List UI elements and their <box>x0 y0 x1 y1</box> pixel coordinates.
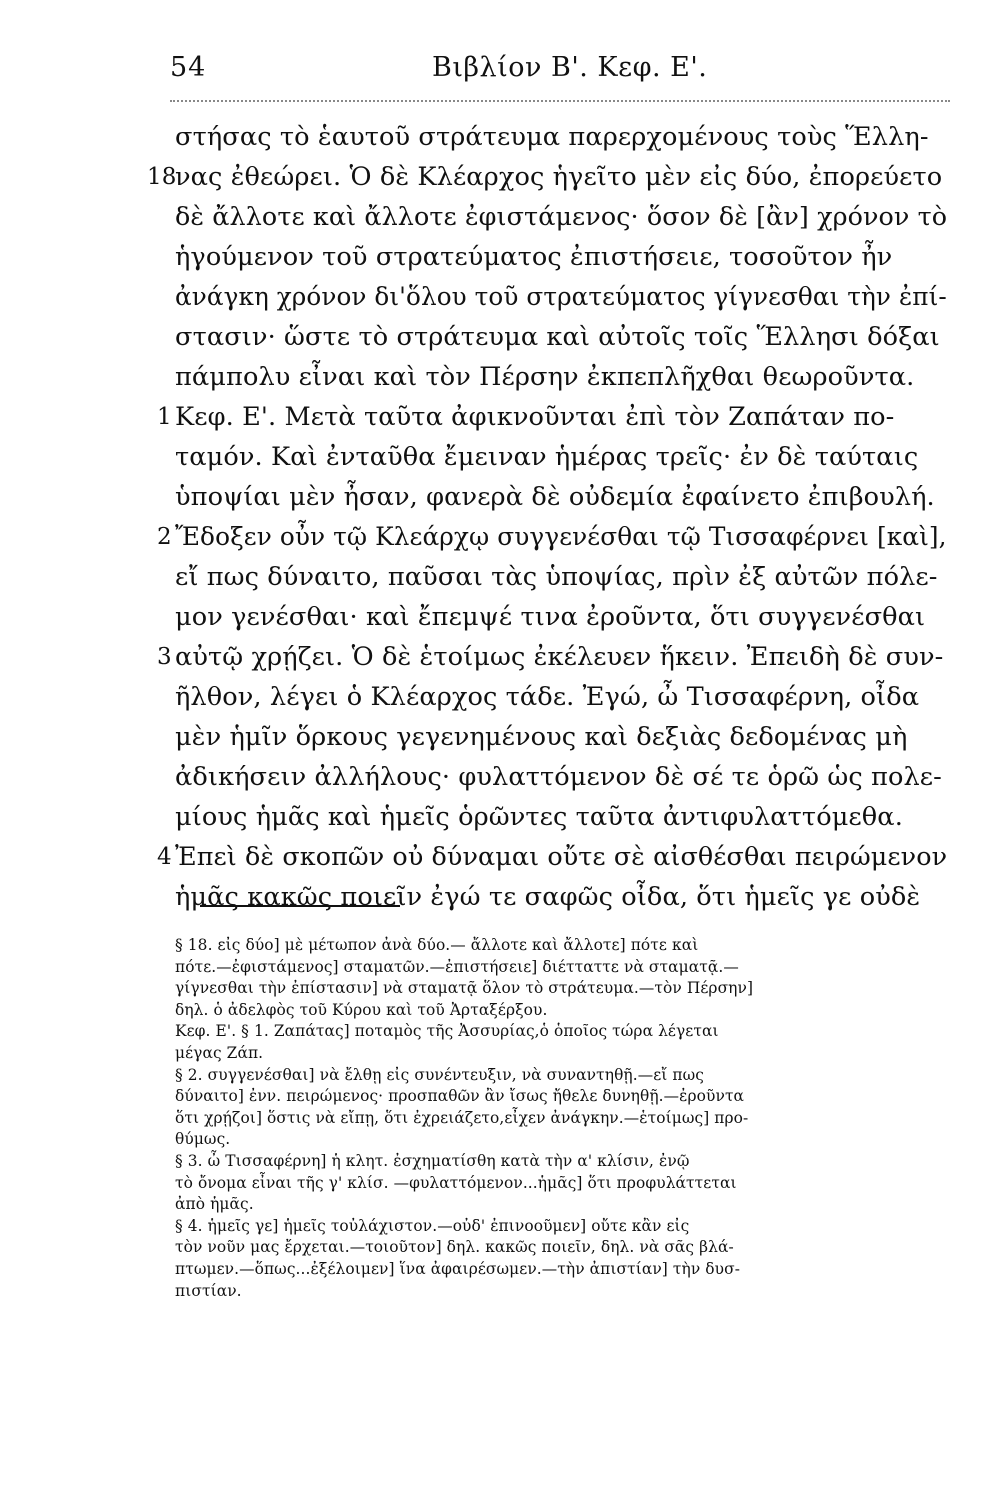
text-line: στασιν· ὥστε τὸ στράτευμα καὶ αὐτοῖς τοῖς Ἕλλησι δόξαι <box>175 322 940 352</box>
text-line: πάμπολυ εἶναι καὶ τὸν Πέρσην ἐκπεπλῆχθαι θεωροῦντα. <box>175 362 915 392</box>
running-title: Βιβλίον Β'. Κεφ. Ε'. <box>432 52 708 83</box>
text-line: μίους ἡμᾶς καὶ ἡμεῖς ὁρῶντες ταῦτα ἀντιφυλαττόμεθα. <box>175 802 903 832</box>
footnote-line: § 4. ἡμεῖς γε] ἡμεῖς τοὐλάχιστον.—οὐδ' ἐπινοοῦμεν] οὔτε κἂν εἰς <box>175 1216 690 1235</box>
section-number: 2 <box>157 524 172 550</box>
text-line: ἀδικήσειν ἀλλήλους· φυλαττόμενον δὲ σέ τε ὁρῶ ὡς πολε- <box>175 762 942 792</box>
text-line: ἡμᾶς κακῶς ποιεῖν ἐγώ τε σαφῶς οἶδα, ὅτι ἡμεῖς γε οὐδὲ <box>175 882 921 912</box>
footnote-line: ὅτι χρῄζοι] ὅστις νὰ εἴπῃ, ὅτι ἐχρειάζετο,εἶχεν ἀνάγκην.—ἑτοίμως] προ- <box>175 1108 749 1127</box>
main-text <box>147 117 948 917</box>
page-header <box>170 52 950 92</box>
footnote-line: θύμως. <box>175 1130 231 1149</box>
footnote-line: § 2. συγγενέσθαι] νὰ ἔλθῃ εἰς συνέντευξιν, νὰ συναντηθῇ.—εἴ πως <box>175 1065 705 1084</box>
section-number: 3 <box>157 644 172 670</box>
footnote-divider <box>200 905 400 907</box>
footnote-line: ἀπὸ ἡμᾶς. <box>175 1195 254 1214</box>
text-line: 4 Ἐπεὶ δὲ σκοπῶν οὐ δύναμαι οὔτε σὲ αἰσθέσθαι πειρώμενον <box>175 837 947 877</box>
section-number: 1 <box>157 404 172 430</box>
section-number: 4 <box>157 844 172 870</box>
text-line: ἡγούμενον τοῦ στρατεύματος ἐπιστήσειε, τοσοῦτον ἦν <box>175 242 893 272</box>
text-line: ῆλθον, λέγει ὁ Κλέαρχος τάδε. Ἐγώ, ὦ Τισσαφέρνη, οἶδα <box>175 682 920 712</box>
footnote-line: δύναιτο] ἐνν. πειρώμενος· προσπαθῶν ἂν ἴσως ἤθελε δυνηθῇ.—ἐροῦντα <box>175 1087 745 1106</box>
text-line: δὲ ἄλλοτε καὶ ἄλλοτε ἐφιστάμενος· ὅσον δὲ [ἂν] χρόνον τὸ <box>175 202 948 232</box>
text-line: 1 Κεφ. Ε'. Μετὰ ταῦτα ἀφικνοῦνται ἐπὶ τὸν Ζαπάταν πο- <box>175 397 947 437</box>
text-line: μον γενέσθαι· καὶ ἔπεμψέ τινα ἐροῦντα, ὅτι συγγενέσθαι <box>175 602 926 632</box>
text-line: 18 νας ἐθεώρει. Ὁ δὲ Κλέαρχος ἡγεῖτο μὲν εἰς δύο, ἐπορεύετο <box>175 157 947 197</box>
header-divider <box>170 100 950 102</box>
text-line: ἀνάγκη χρόνον δι'ὅλου τοῦ στρατεύματος γίγνεσθαι τὴν ἐπί- <box>175 282 947 312</box>
footnote-line: § 18. εἰς δύο] μὲ μέτωπον ἀνὰ δύο.— ἄλλοτε καὶ ἄλλοτε] πότε καὶ <box>175 936 699 954</box>
footnote-line: πότε.—ἐφιστάμενος] σταματῶν.—ἐπιστήσειε] διέτταττε νὰ σταματᾷ.— <box>175 957 739 976</box>
footnote-line: πτωμεν.—ὅπως...ἐξέλοιμεν] ἵνα ἀφαιρέσωμεν.—τὴν ἀπιστίαν] τὴν δυσ- <box>175 1259 741 1278</box>
section-number: 18 <box>147 164 177 190</box>
text-line: ὑποψίαι μὲν ἦσαν, φανερὰ δὲ οὐδεμία ἐφαίνετο ἐπιβουλή. <box>175 482 935 512</box>
text-line: ταμόν. Καὶ ἐνταῦθα ἔμειναν ἡμέρας τρεῖς· ἐν δὲ ταύταις <box>175 442 919 472</box>
page-number: 54 <box>170 52 207 83</box>
text-line: 3 αὐτῷ χρῄζει. Ὁ δὲ ἑτοίμως ἐκέλευεν ἥκειν. Ἐπειδὴ δὲ συν- <box>175 637 947 677</box>
footnote-line: τὸ ὄνομα εἶναι τῆς γ' κλίσ. —φυλαττόμενον...ἡμᾶς] ὅτι προφυλάττεται <box>175 1173 737 1192</box>
footnotes <box>175 935 951 1302</box>
footnote-line: πιστίαν. <box>175 1281 242 1300</box>
text-line: 2 Ἔδοξεν οὖν τῷ Κλεάρχῳ συγγενέσθαι τῷ Τισσαφέρνει [καὶ], <box>175 517 947 557</box>
text-line: στήσας τὸ ἑαυτοῦ στράτευμα παρερχομένους τοὺς Ἕλλη- <box>175 122 929 152</box>
footnote-line: τὸν νοῦν μας ἔρχεται.—τοιοῦτον] δηλ. κακῶς ποιεῖν, δηλ. νὰ σᾶς βλά- <box>175 1238 734 1257</box>
text-line: μὲν ἡμῖν ὅρκους γεγενημένους καὶ δεξιὰς δεδομένας μὴ <box>175 722 908 752</box>
footnote-line: δηλ. ὁ ἀδελφὸς τοῦ Κύρου καὶ τοῦ Ἀρταξέρξου. <box>175 1000 548 1019</box>
footnote-line: μέγας Ζάπ. <box>175 1043 264 1062</box>
text-line: εἴ πως δύναιτο, παῦσαι τὰς ὑποψίας, πρὶν ἐξ αὐτῶν πόλε- <box>175 562 938 592</box>
footnote-line: § 3. ὦ Τισσαφέρνη] ἡ κλητ. ἐσχηματίσθη κατὰ τὴν α' κλίσιν, ἐνῷ <box>175 1151 690 1170</box>
footnote-line: Κεφ. Ε'. § 1. Ζαπάτας] ποταμὸς τῆς Ἀσσυρίας,ὁ ὁποῖος τώρα λέγεται <box>175 1022 719 1041</box>
footnote-line: γίγνεσθαι τὴν ἐπίστασιν] νὰ σταματᾷ ὅλον τὸ στράτευμα.—τὸν Πέρσην] <box>175 979 754 998</box>
